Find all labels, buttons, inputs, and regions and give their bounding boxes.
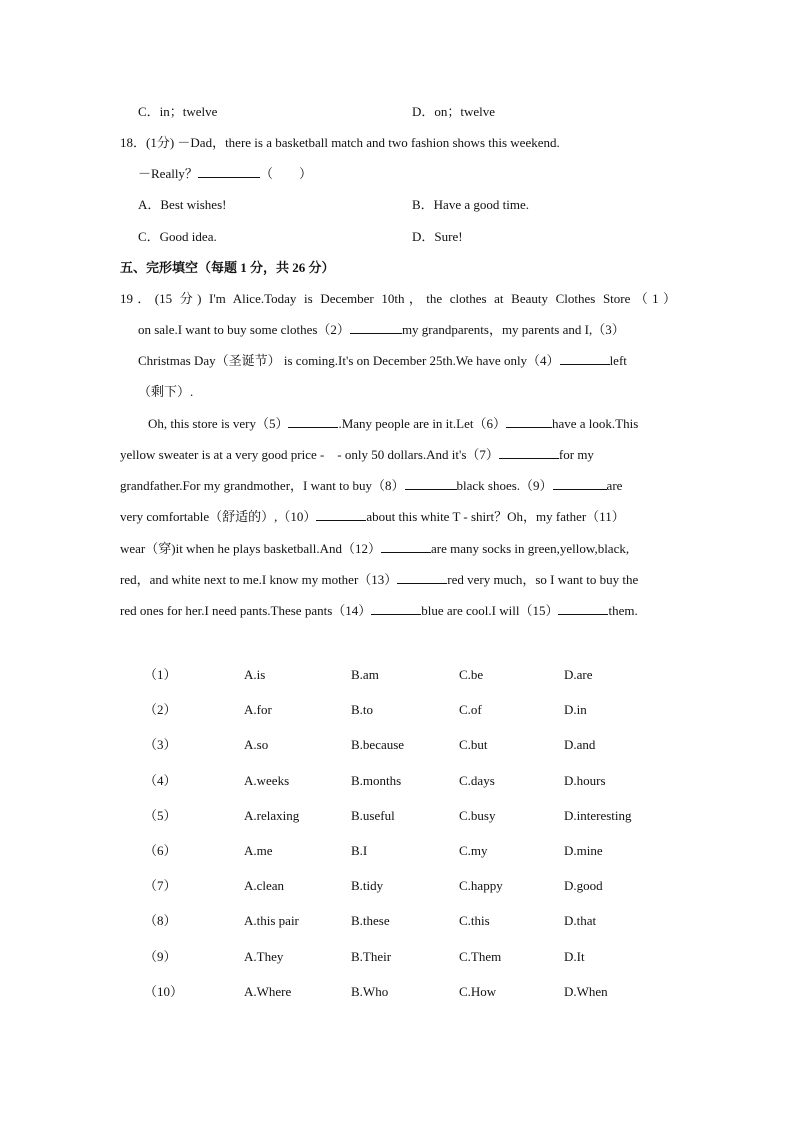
blank-13 xyxy=(397,571,447,584)
q19-line-10 xyxy=(120,571,638,589)
option-a: A.so xyxy=(244,737,269,752)
passage-text: Oh, this store is very（5） xyxy=(148,416,289,431)
option-d: D.good xyxy=(564,878,603,893)
option-c: C.my xyxy=(459,843,488,858)
blank-7 xyxy=(499,446,559,459)
option-c: C.happy xyxy=(459,878,503,893)
option-a: A.They xyxy=(244,949,284,964)
option-a: A.Where xyxy=(244,984,292,999)
option-number: （2） xyxy=(144,702,177,717)
q17-option-c: C．in；twelve xyxy=(138,104,218,119)
option-a: A.this pair xyxy=(244,913,299,928)
option-c: C.but xyxy=(459,737,488,752)
q18-reply-suffix: （ ） xyxy=(259,166,312,181)
passage-text: are xyxy=(606,478,623,493)
option-row xyxy=(0,666,794,686)
q18-option-d: D．Sure! xyxy=(412,229,463,244)
q19-line-1: 19．(15 分) I'm Alice.Today is December 10th，the clothes at Beauty Clothes Store（1） xyxy=(120,291,676,306)
q18-stem: 18．(1分) －Dad，there is a basketball match and two fashion shows this weekend. xyxy=(120,135,560,150)
option-number: （3） xyxy=(144,737,177,752)
option-d: D.and xyxy=(564,737,596,752)
option-number: （1） xyxy=(144,667,177,682)
option-row xyxy=(0,877,794,897)
option-number: （10） xyxy=(144,984,184,999)
option-a: A.clean xyxy=(244,878,285,893)
passage-text: my grandparents，my parents and I,（3） xyxy=(401,322,625,337)
q18-reply-prefix: －Really？ xyxy=(138,166,198,181)
q18-option-c: C．Good idea. xyxy=(138,229,217,244)
passage-text: grandfather.For my grandmother，I want to buy（8） xyxy=(120,478,405,493)
option-number: （4） xyxy=(144,773,177,788)
passage-text: red，and white next to me.I know my mother（13） xyxy=(120,572,398,587)
option-b: B.Who xyxy=(351,984,389,999)
option-row xyxy=(0,842,794,862)
option-number: （8） xyxy=(144,913,177,928)
option-b: B.I xyxy=(351,843,368,858)
passage-text: wear（穿)it when he plays basketball.And（12） xyxy=(120,541,382,556)
q19-line-3 xyxy=(138,352,627,370)
option-b: B.tidy xyxy=(351,878,384,893)
option-row xyxy=(0,701,794,721)
option-row xyxy=(0,948,794,968)
option-c: C.be xyxy=(459,667,484,682)
q19-line-9 xyxy=(120,540,629,558)
q18-reply xyxy=(138,165,312,183)
q19-line-8 xyxy=(120,508,625,526)
blank-5 xyxy=(288,415,338,428)
option-b: B.Their xyxy=(351,949,392,964)
option-b: B.useful xyxy=(351,808,395,823)
q19-line-6 xyxy=(120,446,594,464)
passage-text: have a look.This xyxy=(551,416,639,431)
passage-text: left xyxy=(609,353,627,368)
option-d: D.in xyxy=(564,702,587,717)
passage-text: on sale.I want to buy some clothes（2） xyxy=(138,322,350,337)
passage-text: for my xyxy=(558,447,594,462)
q18-blank xyxy=(198,165,260,178)
option-d: D.are xyxy=(564,667,593,682)
option-c: C.Them xyxy=(459,949,502,964)
blank-2 xyxy=(350,321,402,334)
q17-option-d: D．on；twelve xyxy=(412,104,496,119)
option-b: B.months xyxy=(351,773,402,788)
passage-text: blue are cool.I will（15） xyxy=(421,603,559,618)
option-c: C.How xyxy=(459,984,497,999)
option-number: （7） xyxy=(144,878,177,893)
passage-text: about this white T - shirt？Oh，my father（11） xyxy=(366,509,625,524)
blank-6 xyxy=(506,415,552,428)
passage-text: them. xyxy=(608,603,638,618)
passage-text: .Many people are in it.Let（6） xyxy=(338,416,506,431)
option-a: A.for xyxy=(244,702,272,717)
q19-line-11 xyxy=(120,602,638,620)
q19-line-5 xyxy=(148,415,638,433)
option-number: （5） xyxy=(144,808,177,823)
option-row xyxy=(0,912,794,932)
option-d: D.that xyxy=(564,913,597,928)
option-c: C.days xyxy=(459,773,495,788)
passage-text: are many socks in green,yellow,black, xyxy=(431,541,630,556)
blank-10 xyxy=(316,508,366,521)
section-heading: 五、完形填空（每题 1 分，共 26 分） xyxy=(120,260,335,275)
option-a: A.relaxing xyxy=(244,808,300,823)
blank-15 xyxy=(558,602,608,615)
option-row xyxy=(0,772,794,792)
passage-text: red very much，so I want to buy the xyxy=(447,572,639,587)
option-c: C.this xyxy=(459,913,490,928)
option-a: A.me xyxy=(244,843,273,858)
blank-4 xyxy=(560,352,610,365)
option-row xyxy=(0,807,794,827)
option-d: D.hours xyxy=(564,773,606,788)
passage-text: very comfortable（舒适的）,（10） xyxy=(120,509,317,524)
option-row xyxy=(0,736,794,756)
q19-line-4: （剩下）. xyxy=(138,384,194,399)
blank-14 xyxy=(371,602,421,615)
q19-line-7 xyxy=(120,477,622,495)
blank-8 xyxy=(405,477,457,490)
option-a: A.weeks xyxy=(244,773,290,788)
option-b: B.these xyxy=(351,913,390,928)
option-number: （6） xyxy=(144,843,177,858)
q18-option-b: B．Have a good time. xyxy=(412,197,529,212)
option-number: （9） xyxy=(144,949,177,964)
option-d: D.When xyxy=(564,984,608,999)
blank-12 xyxy=(381,540,431,553)
option-b: B.am xyxy=(351,667,379,682)
blank-9 xyxy=(553,477,607,490)
passage-text: yellow sweater is at a very good price - - only 50 dollars.And it's（7） xyxy=(120,447,499,462)
option-c: C.of xyxy=(459,702,482,717)
option-row xyxy=(0,983,794,1003)
q18-option-a: A．Best wishes! xyxy=(138,197,227,212)
option-b: B.to xyxy=(351,702,374,717)
option-d: D.It xyxy=(564,949,585,964)
option-a: A.is xyxy=(244,667,266,682)
option-c: C.busy xyxy=(459,808,496,823)
passage-text: Christmas Day（圣诞节） is coming.It's on December 25th.We have only（4） xyxy=(138,353,560,368)
option-d: D.interesting xyxy=(564,808,632,823)
option-b: B.because xyxy=(351,737,405,752)
passage-text: black shoes.（9） xyxy=(456,478,553,493)
option-d: D.mine xyxy=(564,843,603,858)
passage-text: red ones for her.I need pants.These pants（14） xyxy=(120,603,372,618)
q19-line-2 xyxy=(138,321,625,339)
